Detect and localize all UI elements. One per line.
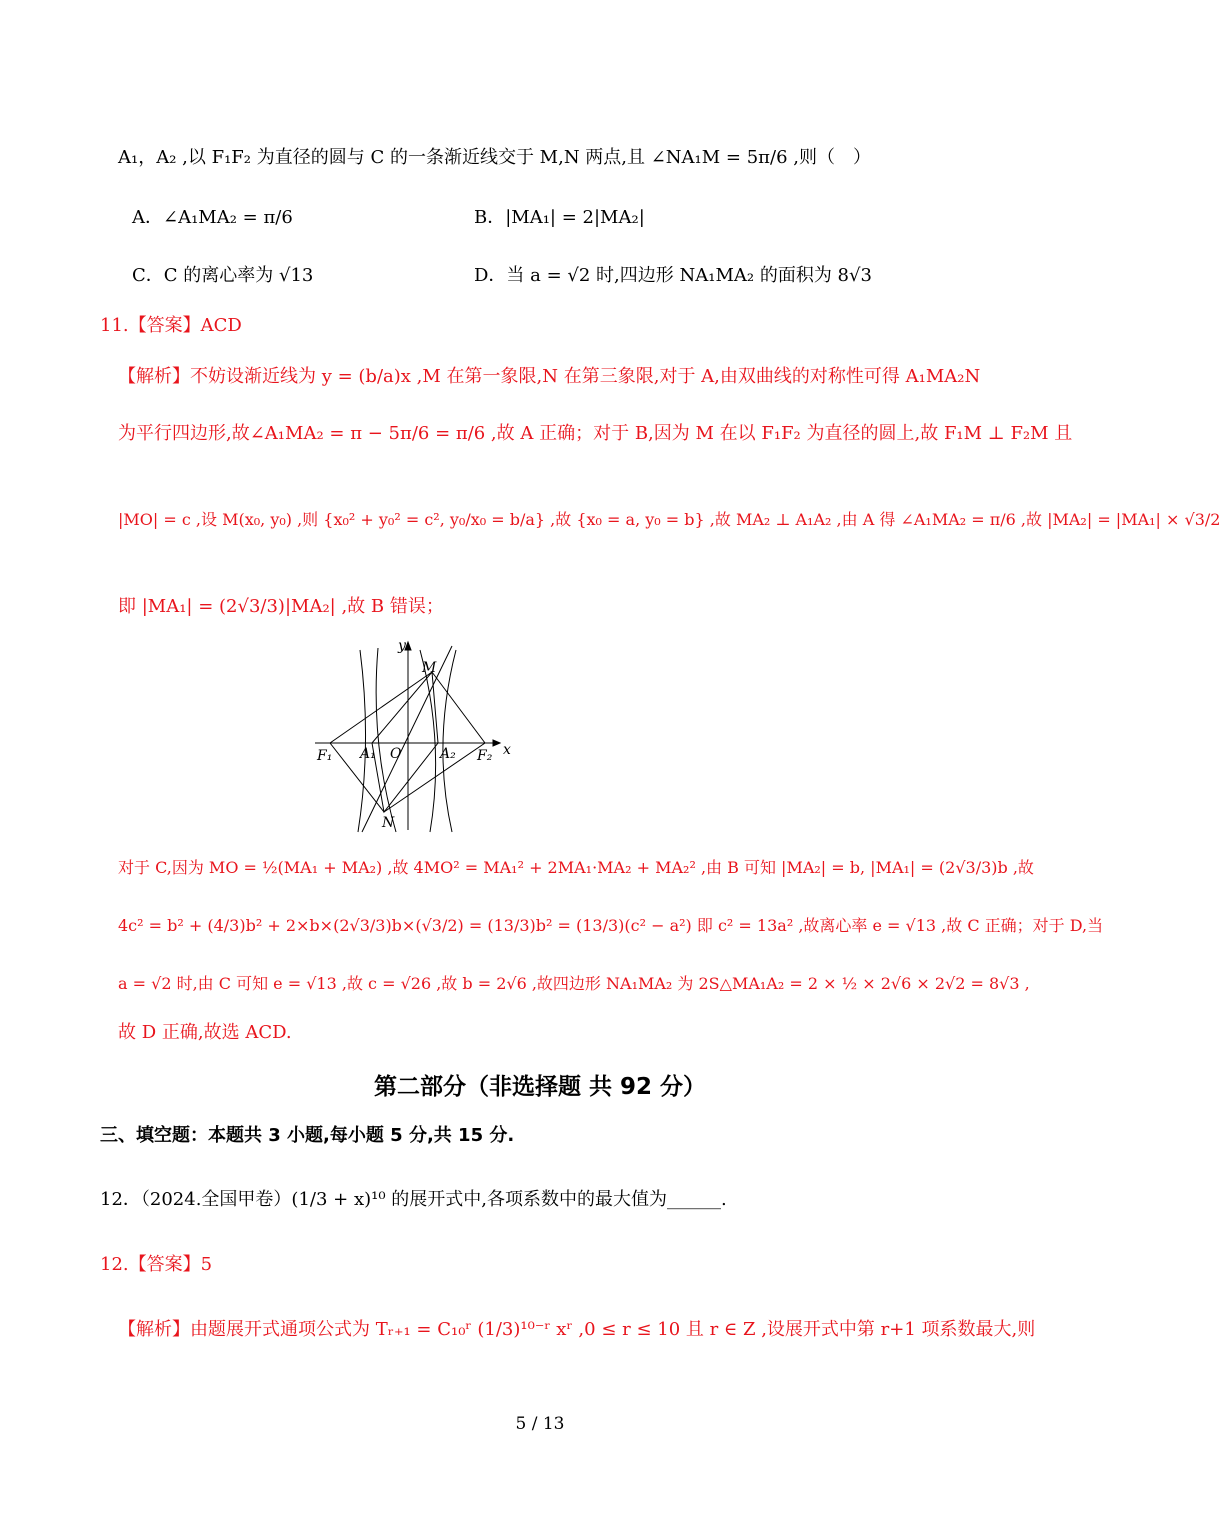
label-f1: F₁: [317, 748, 333, 764]
q11-analysis-line8: 故 D 正确,故选 ACD.: [118, 1022, 292, 1043]
q12-stem: 12．（2024.全国甲卷）(1/3 + x)¹⁰ 的展开式中,各项系数中的最大值为______.: [100, 1189, 727, 1210]
page-number: 5 / 13: [515, 1414, 565, 1434]
label-m: M: [422, 660, 437, 676]
hyperbola-right-branch: [443, 650, 456, 832]
q12-answer: 12.【答案】5: [100, 1254, 213, 1275]
q11-analysis-line5: 对于 C,因为 MO = ½(MA₁ + MA₂) ,故 4MO² = MA₁² + 2MA₁·MA₂ + MA₂² ,由 B 可知 |MA₂| = b, |MA₁| = (2√3/3)b ,故: [118, 858, 1034, 877]
q11-analysis-line3: |MO| = c ,设 M(x₀, y₀) ,则 {x₀² + y₀² = c², y₀/x₀ = b/a} ,故 {x₀ = a, y₀ = b} ,故 MA₂ ⊥ A₁A₂ ,由 A 得 ∠A₁MA₂ = π/6 ,故 |MA₂| = |MA₁| × √3/2: [118, 510, 1220, 529]
q11-analysis-line1: 【解析】不妨设渐近线为 y = (b/a)x ,M 在第一象限,N 在第三象限,对于 A,由双曲线的对称性可得 A₁MA₂N: [118, 366, 981, 387]
q10-option-c: C．C 的离心率为 √13: [132, 265, 314, 286]
q10-stem: A₁，A₂ ,以 F₁F₂ 为直径的圆与 C 的一条渐近线交于 M,N 两点,且 ∠NA₁M = 5π/6 ,则（ ）: [118, 147, 871, 168]
q11-analysis-line7: a = √2 时,由 C 可知 e = √13 ,故 c = √26 ,故 b = 2√6 ,故四边形 NA₁MA₂ 为 2S△MA₁A₂ = 2 × ½ × 2√6 × 2√2 = 8√3 ,: [118, 974, 1030, 993]
q12-analysis: 【解析】由题展开式通项公式为 Tᵣ₊₁ = C₁₀ʳ (1/3)¹⁰⁻ʳ xʳ ,0 ≤ r ≤ 10 且 r ∈ Z ,设展开式中第 r+1 项系数最大,则: [118, 1319, 1036, 1340]
curve-left-inner: [376, 648, 396, 832]
q11-analysis-line6: 4c² = b² + (4/3)b² + 2×b×(2√3/3)b×(√3/2) = (13/3)b² = (13/3)(c² − a²) 即 c² = 13a² ,故离心率 e = √13 ,故 C 正确；对于 D,当: [118, 916, 1104, 935]
q10-option-a: A．∠A₁MA₂ = π/6: [132, 207, 293, 228]
x-axis-arrow: [493, 740, 500, 746]
label-y: y: [398, 638, 406, 654]
q10-option-b: B．|MA₁| = 2|MA₂|: [474, 207, 645, 228]
label-n: N: [382, 815, 395, 831]
label-f2: F₂: [477, 748, 493, 764]
part2-heading: 第二部分（非选择题 共 92 分）: [373, 1074, 707, 1100]
hyperbola-left-branch: [358, 650, 366, 832]
label-a2: A₂: [440, 746, 456, 762]
q11-analysis-line2: 为平行四边形,故∠A₁MA₂ = π − 5π/6 = π/6 ,故 A 正确；对于 B,因为 M 在以 F₁F₂ 为直径的圆上,故 F₁M ⊥ F₂M 且: [118, 423, 1073, 444]
label-o: O: [390, 746, 402, 762]
hyperbola-figure: [300, 632, 530, 837]
q10-option-d: D．当 a = √2 时,四边形 NA₁MA₂ 的面积为 8√3: [474, 265, 872, 286]
q11-answer: 11.【答案】ACD: [100, 315, 242, 336]
label-x: x: [503, 742, 511, 758]
q11-analysis-line4: 即 |MA₁| = (2√3/3)|MA₂| ,故 B 错误；: [118, 596, 444, 617]
section-heading: 三、填空题：本题共 3 小题,每小题 5 分,共 15 分.: [100, 1125, 515, 1146]
label-a1: A₁: [360, 746, 376, 762]
